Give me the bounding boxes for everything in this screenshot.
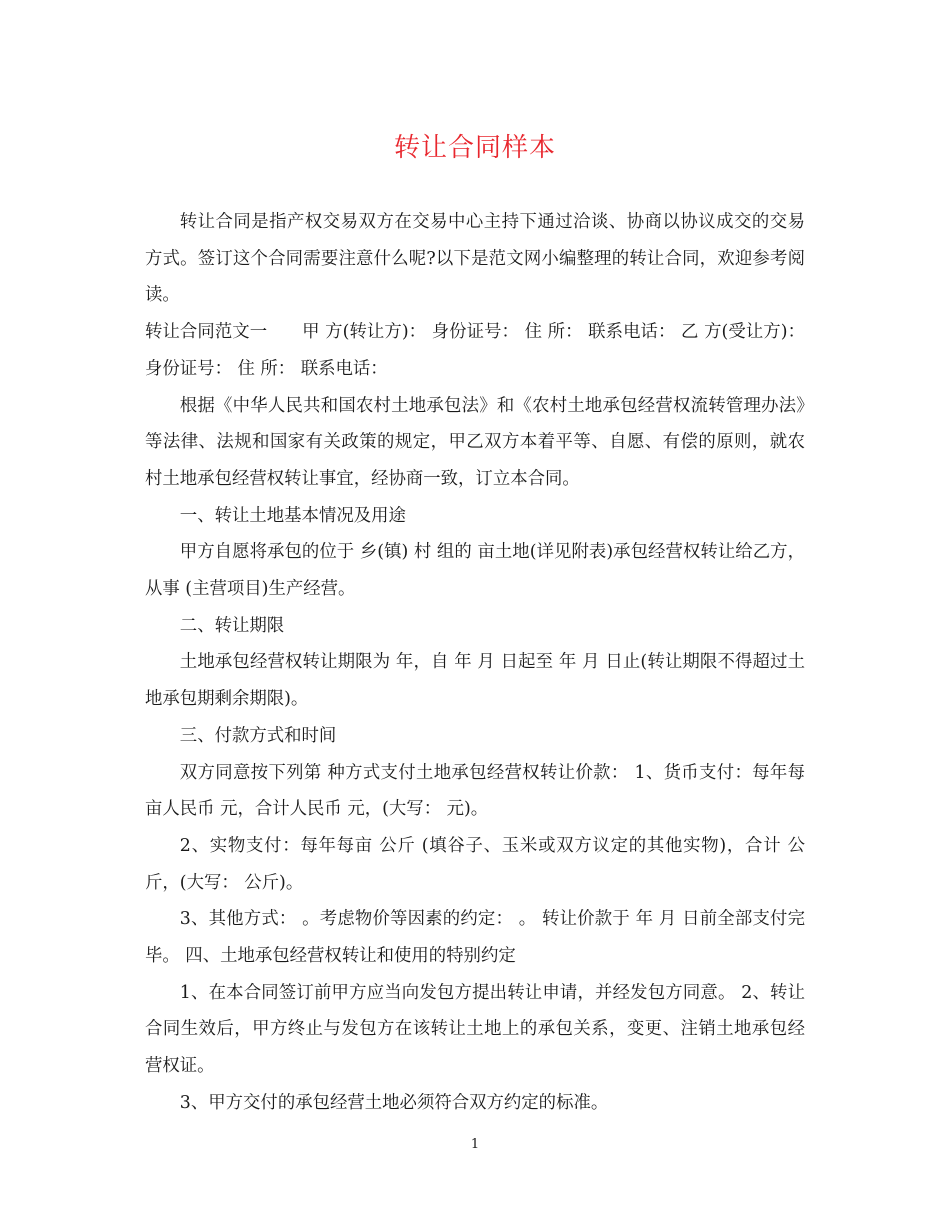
- document-body: [145, 204, 805, 1122]
- page-number: 1: [470, 1137, 480, 1152]
- section-heading-1: 一、转让土地基本情况及用途: [179, 505, 406, 526]
- paragraph-land-standard: 3、甲方交付的承包经营土地必须符合双方约定的标准。: [179, 1092, 609, 1113]
- section-heading-3: 三、付款方式和时间: [179, 725, 337, 746]
- paragraph-payment-cash: 双方同意按下列第 种方式支付土地承包经营权转让价款： 1、货币支付：每年每亩人民币 元，合计人民币 元，(大写： 元)。: [145, 762, 805, 820]
- paragraph-term: 土地承包经营权转让期限为 年，自 年 月 日起至 年 月 日止(转让期限不得超过土地承包期剩余期限)。: [145, 652, 805, 710]
- paragraph-payment-goods: 2、实物支付：每年每亩 公斤 (填谷子、玉米或双方议定的其他实物)，合计 公斤，(大写： 公斤)。: [145, 835, 805, 893]
- paragraph-special-terms: 1、在本合同签订前甲方应当向发包方提出转让申请，并经发包方同意。 2、转让合同生效后，甲方终止与发包方在该转让土地上的承包关系，变更、注销土地承包经营权证。: [145, 982, 805, 1077]
- section-heading-2: 二、转让期限: [179, 615, 285, 636]
- paragraph-parties: 转让合同范文一 甲 方(转让方)： 身份证号： 住 所： 联系电话： 乙 方(受让方)： 身份证号： 住 所： 联系电话：: [145, 322, 805, 379]
- paragraph-land-info: 甲方自愿将承包的位于 乡(镇) 村 组的 亩土地(详见附表)承包经营权转让给乙方，从事 (主营项目)生产经营。: [145, 542, 805, 600]
- paragraph-legal-basis: 根据《中华人民共和国农村土地承包法》和《农村土地承包经营权流转管理办法》等法律、法规和国家有关政策的规定，甲乙双方本着平等、自愿、有偿的原则，就农村土地承包经营权转让事宜，经协商一致，订立本合同。: [145, 395, 805, 489]
- paragraph-payment-other: 3、其他方式： 。考虑物价等因素的约定： 。 转让价款于 年 月 日前全部支付完毕。 四、土地承包经营权转让和使用的特别约定: [145, 909, 805, 967]
- document-title: 转让合同样本: [393, 133, 556, 163]
- paragraph-intro: 转让合同是指产权交易双方在交易中心主持下通过洽谈、协商以协议成交的交易方式。签订这个合同需要注意什么呢?以下是范文网小编整理的转让合同，欢迎参考阅读。: [145, 212, 805, 306]
